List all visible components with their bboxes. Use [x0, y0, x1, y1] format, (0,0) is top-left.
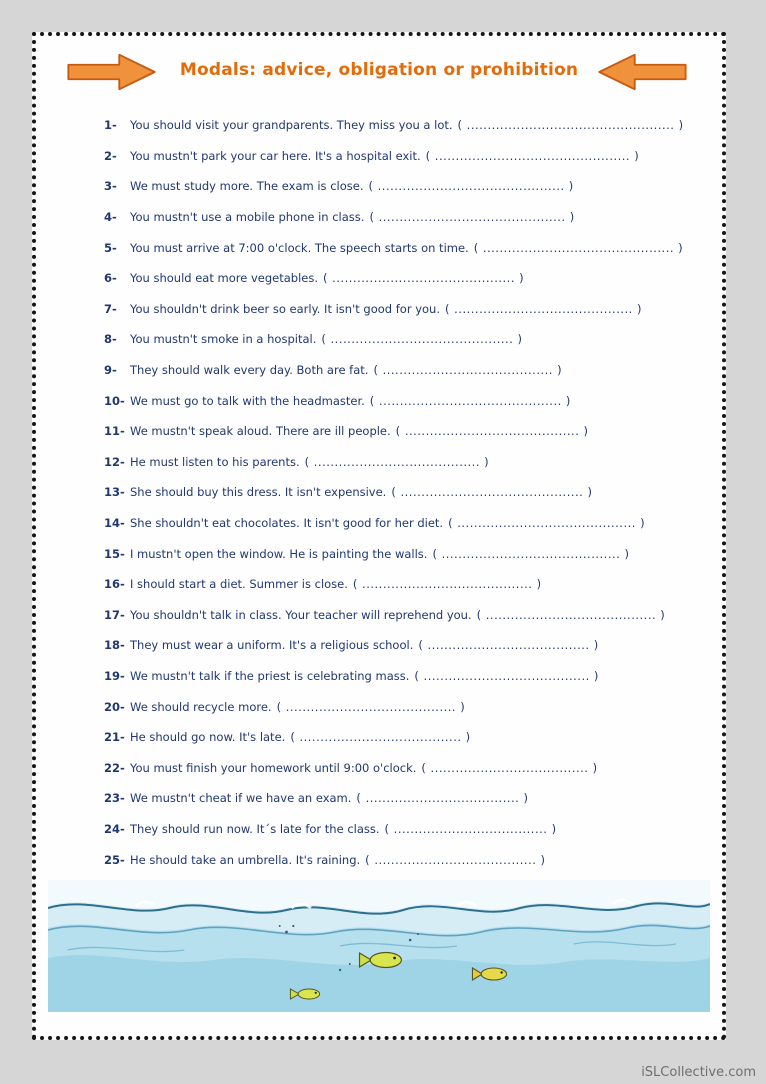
item-sentence: You mustn't park your car here. It's a hospital exit. [130, 148, 421, 163]
sea-fish-illustration [48, 880, 710, 1012]
item-sentence: You shouldn't talk in class. Your teacher will reprehend you. [130, 607, 472, 622]
item-sentence: I mustn't open the window. He is painting the walls. [130, 546, 428, 561]
item-number: 23- [104, 791, 125, 806]
item-answer-blank: ( ............................................ ) [369, 393, 571, 408]
exercise-item [104, 324, 688, 355]
item-sentence: They must wear a uniform. It's a religious school. [130, 638, 414, 653]
item-number: 22- [104, 760, 125, 775]
item-answer-blank: ( ............................................. ) [368, 179, 574, 194]
item-sentence: We should recycle more. [130, 699, 272, 714]
item-number: 13- [104, 485, 125, 500]
exercise-item [104, 202, 688, 233]
item-number: 19- [104, 668, 125, 683]
item-number: 17- [104, 607, 125, 622]
item-number: 10- [104, 393, 125, 408]
item-answer-blank: ( .......................................... ) [395, 424, 589, 439]
exercise-item [104, 385, 688, 416]
item-sentence: You should visit your grandparents. They miss you a lot. [130, 118, 453, 133]
item-answer-blank: ( ............................................ ) [323, 271, 525, 286]
item-number: 14- [104, 516, 125, 531]
exercise-item [104, 447, 688, 478]
item-sentence: You must finish your homework until 9:00 o'clock. [130, 760, 417, 775]
item-answer-blank: ( ....................................... ) [418, 638, 599, 653]
item-sentence: He should go now. It's late. [130, 730, 286, 745]
exercise-item [104, 691, 688, 722]
page-title: Modals: advice, obligation or prohibition [179, 60, 579, 80]
item-answer-blank: ( ...................................... ) [421, 760, 598, 775]
item-answer-blank: ( ............................................ ) [321, 332, 523, 347]
item-sentence: You must arrive at 7:00 o'clock. The speech starts on time. [130, 240, 469, 255]
item-answer-blank: ( .............................................. ) [473, 240, 684, 255]
item-number: 24- [104, 821, 125, 836]
item-answer-blank: ( ......................................... ) [276, 699, 466, 714]
item-sentence: We mustn't cheat if we have an exam. [130, 791, 352, 806]
item-sentence: He should take an umbrella. It's raining. [130, 852, 361, 867]
item-answer-blank: ( ......................................... ) [476, 607, 666, 622]
exercise-item [104, 263, 688, 294]
exercise-item [104, 508, 688, 539]
item-answer-blank: ( ........................................... ) [448, 516, 646, 531]
exercise-item [104, 844, 688, 875]
item-answer-blank: ( ........................................... ) [432, 546, 630, 561]
item-answer-blank: ( ........................................ ) [304, 454, 490, 469]
item-answer-blank: ( .................................................. ) [457, 118, 684, 133]
item-number: 25- [104, 852, 125, 867]
item-number: 21- [104, 730, 125, 745]
item-sentence: He must listen to his parents. [130, 454, 300, 469]
title-row [36, 36, 722, 102]
item-sentence: They should run now. It´s late for the class. [130, 821, 380, 836]
item-number: 7- [104, 301, 117, 316]
item-answer-blank: ( ........................................... ) [445, 301, 642, 316]
item-answer-blank: ( ......................................... ) [373, 363, 563, 378]
exercise-item [104, 814, 688, 845]
exercise-item [104, 232, 688, 263]
exercise-item [104, 141, 688, 172]
item-sentence: You should eat more vegetables. [130, 271, 318, 286]
arrow-left-icon [594, 52, 690, 92]
exercise-list [36, 102, 722, 875]
item-answer-blank: ( ............................................ ) [391, 485, 593, 500]
item-sentence: You mustn't use a mobile phone in class. [130, 210, 365, 225]
item-sentence: We must go to talk with the headmaster. [130, 393, 365, 408]
item-number: 9- [104, 363, 117, 378]
item-sentence: She shouldn't eat chocolates. It isn't good for her diet. [130, 516, 444, 531]
exercise-item [104, 630, 688, 661]
item-number: 8- [104, 332, 117, 347]
item-number: 5- [104, 240, 117, 255]
exercise-item [104, 722, 688, 753]
item-number: 18- [104, 638, 125, 653]
exercise-item [104, 294, 688, 325]
item-number: 4- [104, 210, 117, 225]
item-number: 6- [104, 271, 117, 286]
item-number: 20- [104, 699, 125, 714]
item-answer-blank: ( ......................................... ) [352, 577, 542, 592]
item-number: 3- [104, 179, 117, 194]
item-number: 16- [104, 577, 125, 592]
item-answer-blank: ( ............................................... ) [425, 148, 640, 163]
item-number: 11- [104, 424, 125, 439]
item-number: 12- [104, 454, 125, 469]
item-sentence: We mustn't talk if the priest is celebrating mass. [130, 668, 410, 683]
item-answer-blank: ( ..................................... ) [384, 821, 557, 836]
exercise-item [104, 600, 688, 631]
item-sentence: I should start a diet. Summer is close. [130, 577, 348, 592]
exercise-item [104, 783, 688, 814]
exercise-item [104, 171, 688, 202]
item-number: 1- [104, 118, 117, 133]
item-answer-blank: ( ..................................... ) [356, 791, 529, 806]
exercise-item [104, 355, 688, 386]
item-sentence: We must study more. The exam is close. [130, 179, 364, 194]
item-sentence: You shouldn't drink beer so early. It isn't good for you. [130, 301, 440, 316]
exercise-item [104, 416, 688, 447]
worksheet-page [32, 32, 726, 1040]
item-sentence: We mustn't speak aloud. There are ill people. [130, 424, 391, 439]
item-sentence: They should walk every day. Both are fat. [130, 363, 369, 378]
exercise-item [104, 538, 688, 569]
exercise-item [104, 569, 688, 600]
item-answer-blank: ( ....................................... ) [290, 730, 471, 745]
item-number: 2- [104, 148, 117, 163]
item-answer-blank: ( ............................................. ) [369, 210, 575, 225]
exercise-item [104, 110, 688, 141]
exercise-item [104, 752, 688, 783]
footer-watermark: iSLCollective.com [641, 1065, 756, 1080]
exercise-item [104, 477, 688, 508]
exercise-item [104, 661, 688, 692]
item-sentence: You mustn't smoke in a hospital. [130, 332, 317, 347]
item-number: 15- [104, 546, 125, 561]
item-sentence: She should buy this dress. It isn't expensive. [130, 485, 387, 500]
item-answer-blank: ( ........................................ ) [414, 668, 599, 683]
item-answer-blank: ( ....................................... ) [365, 852, 546, 867]
